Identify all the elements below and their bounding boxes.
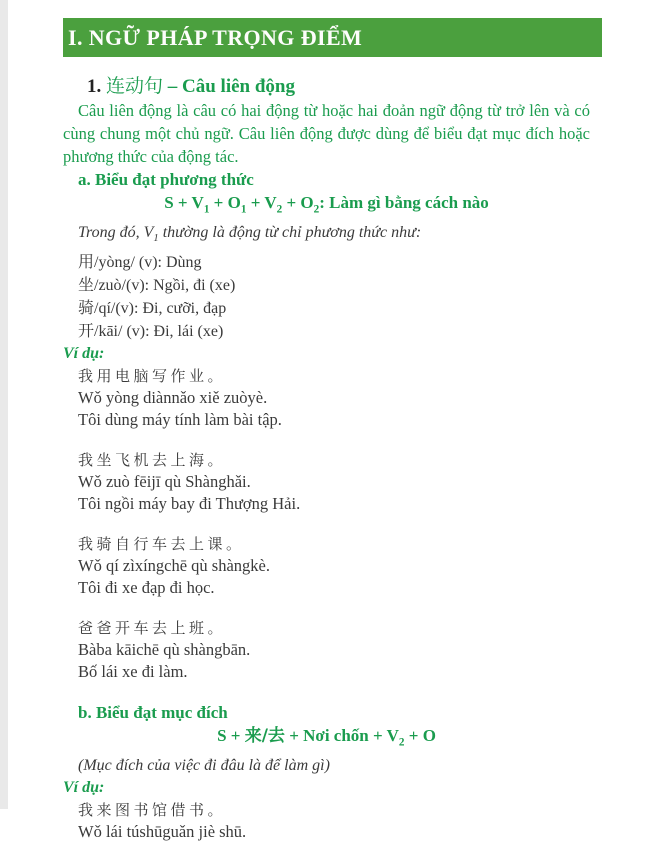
example-vietnamese: Bố lái xe đi làm. (78, 661, 188, 681)
example-block (78, 617, 590, 683)
example-block (78, 799, 590, 843)
example-list-b (78, 799, 590, 843)
example-hanzi: 我用电脑写作业。 (78, 366, 227, 385)
example-vietnamese: Tôi đi xe đạp đi học. (78, 577, 215, 597)
verb-item: 坐/zuò/(v): Ngồi, đi (xe) (78, 276, 236, 294)
example-block (78, 533, 590, 599)
part-a (63, 168, 590, 683)
example-vietnamese: Tôi dùng máy tính làm bài tập. (78, 409, 282, 429)
verb-list (63, 251, 590, 343)
example-label-b: Ví dụ: (63, 778, 105, 796)
part-a-formula: $S + V_1 + O_1 + V_2 + O_2$: Làm gì bằng cách nào (164, 193, 489, 216)
page-content (63, 70, 590, 861)
example-pinyin: Wǒ lái túshūguǎn jiè shū. (78, 821, 247, 841)
verb-item: 用/yòng/ (v): Dùng (78, 253, 202, 271)
example-pinyin: Wǒ qí zìxíngchē qù shàngkè. (78, 555, 270, 575)
page-left-edge (0, 0, 8, 809)
verb-item: 骑/qí/(v): Đi, cưỡi, đạp (78, 299, 227, 317)
example-vietnamese: Tôi ngồi máy bay đi Thượng Hải. (78, 493, 301, 513)
section-banner-title: I. NGỮ PHÁP TRỌNG ĐIỂM (68, 24, 363, 50)
intro-paragraph: Câu liên động là câu có hai động từ hoặc hai đoản ngữ động từ trở lên và có cùng chung một chủ ngữ. Câu liên động được dùng để biểu đạt mục đích hoặc phương thức của động tác. (63, 101, 590, 166)
part-b-formula: S + 来/去 + Nơi chốn + $V_2 + O$ (217, 725, 436, 748)
example-hanzi: 我骑自行车去上课。 (78, 534, 245, 553)
example-block (78, 449, 590, 515)
example-list-a (78, 365, 590, 683)
verb-item: 开/kāi/ (v): Đi, lái (xe) (78, 322, 224, 340)
example-hanzi: 我来图书馆借书。 (78, 800, 227, 819)
example-label-a: Ví dụ: (63, 344, 105, 362)
part-b-heading: b. Biểu đạt mục đích (78, 702, 228, 722)
section-banner (63, 18, 602, 57)
part-b-note: (Mục đích của việc đi đâu là để làm gì) (78, 756, 330, 774)
example-hanzi: 我坐飞机去上海。 (78, 450, 227, 469)
subsection-heading: 1. 连动句 – Câu liên động (87, 75, 295, 97)
part-a-heading: a. Biểu đạt phương thức (78, 170, 254, 189)
example-pinyin: Bàba kāichē qù shàngbān. (78, 639, 251, 659)
example-pinyin: Wǒ zuò fēijī qù Shànghǎi. (78, 471, 251, 491)
example-pinyin: Wǒ yòng diànnǎo xiě zuòyè. (78, 387, 268, 407)
example-block (78, 365, 590, 431)
part-b (63, 701, 590, 843)
part-a-note: Trong đó, $V_1$ thường là động từ chỉ phương thức như: (78, 224, 422, 245)
example-hanzi: 爸爸开车去上班。 (78, 618, 227, 637)
